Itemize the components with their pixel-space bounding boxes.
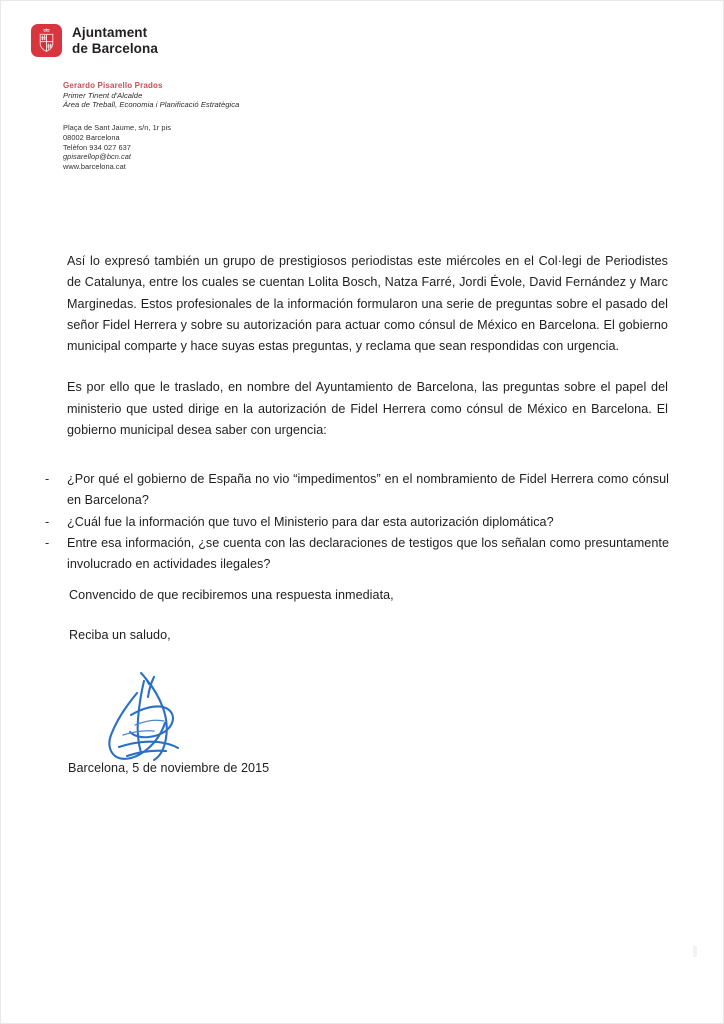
questions-list [45, 469, 669, 575]
address-block [63, 123, 171, 172]
question-text: ¿Cuál fue la información que tuvo el Ministerio para dar esta autorización diplomática? [67, 514, 554, 529]
bullet-dash: - [45, 472, 50, 486]
bullet-dash: - [45, 514, 50, 529]
body-paragraph-2: Es por ello que le traslado, en nombre del Ayuntamiento de Barcelona, las preguntas sobre el papel del ministerio que usted dirige en la autorización de Fidel Herrera como cónsul de México en Barcelona. El gobierno municipal desea saber con urgencia: [67, 380, 668, 438]
address-street: Plaça de Sant Jaume, s/n, 1r pis [63, 123, 171, 132]
list-item [45, 469, 669, 512]
barcelona-coat-of-arms-icon [31, 24, 62, 57]
list-item [45, 512, 669, 533]
sender-role: Primer Tinent d'Alcalde [63, 90, 143, 100]
address-phone: Telèfon 934 027 637 [63, 142, 131, 152]
date-line: Barcelona, 5 de noviembre de 2015 [68, 761, 270, 775]
letter-body [67, 251, 668, 441]
closing-line: Convencido de que recibiremos una respuesta inmediata, [69, 588, 394, 602]
organization-wordmark [72, 24, 158, 56]
address-website: www.barcelona.cat [63, 162, 126, 172]
bullet-dash: - [45, 535, 50, 550]
handwritten-signature-icon [97, 663, 207, 773]
question-text: Entre esa información, ¿se cuenta con las declaraciones de testigos que los señalan como presuntamente involucrado en actividades ilegales? [67, 535, 669, 572]
body-paragraph-1: Así lo expresó también un grupo de prestigiosos periodistas este miércoles en el Col·legi de Periodistes de Catalunya, entre los cuales se cuentan Lolita Bosch, Natza Farré, Jordi Évole, David Fernández y Marc Marginedas. Estos profesionales de la información formularon una serie de preguntas sobre el pasado del señor Fidel Herrera y sobre su autorización para actuar como cónsul de México en Barcelona. El gobierno municipal comparte y hace suyas estas preguntas, y reclama que sean respondidas con urgencia. [67, 254, 668, 354]
organization-line-1: Ajuntament [72, 25, 148, 40]
sender-name: Gerardo Pisarello Prados [63, 81, 163, 90]
regards-line: Reciba un saludo, [69, 628, 171, 642]
sender-department: Àrea de Treball, Economia i Planificació Estratègica [63, 100, 240, 110]
scan-artifact [693, 946, 697, 957]
sender-block [63, 81, 239, 110]
question-text: ¿Por qué el gobierno de España no vio “impedimentos” en el nombramiento de Fidel Herrera como cónsul en Barcelona? [67, 472, 669, 508]
list-item [45, 533, 669, 576]
address-city: 08002 Barcelona [63, 132, 120, 142]
address-email: gpisarellop@bcn.cat [63, 152, 132, 162]
letterhead [31, 24, 158, 57]
organization-line-2: de Barcelona [72, 40, 158, 56]
